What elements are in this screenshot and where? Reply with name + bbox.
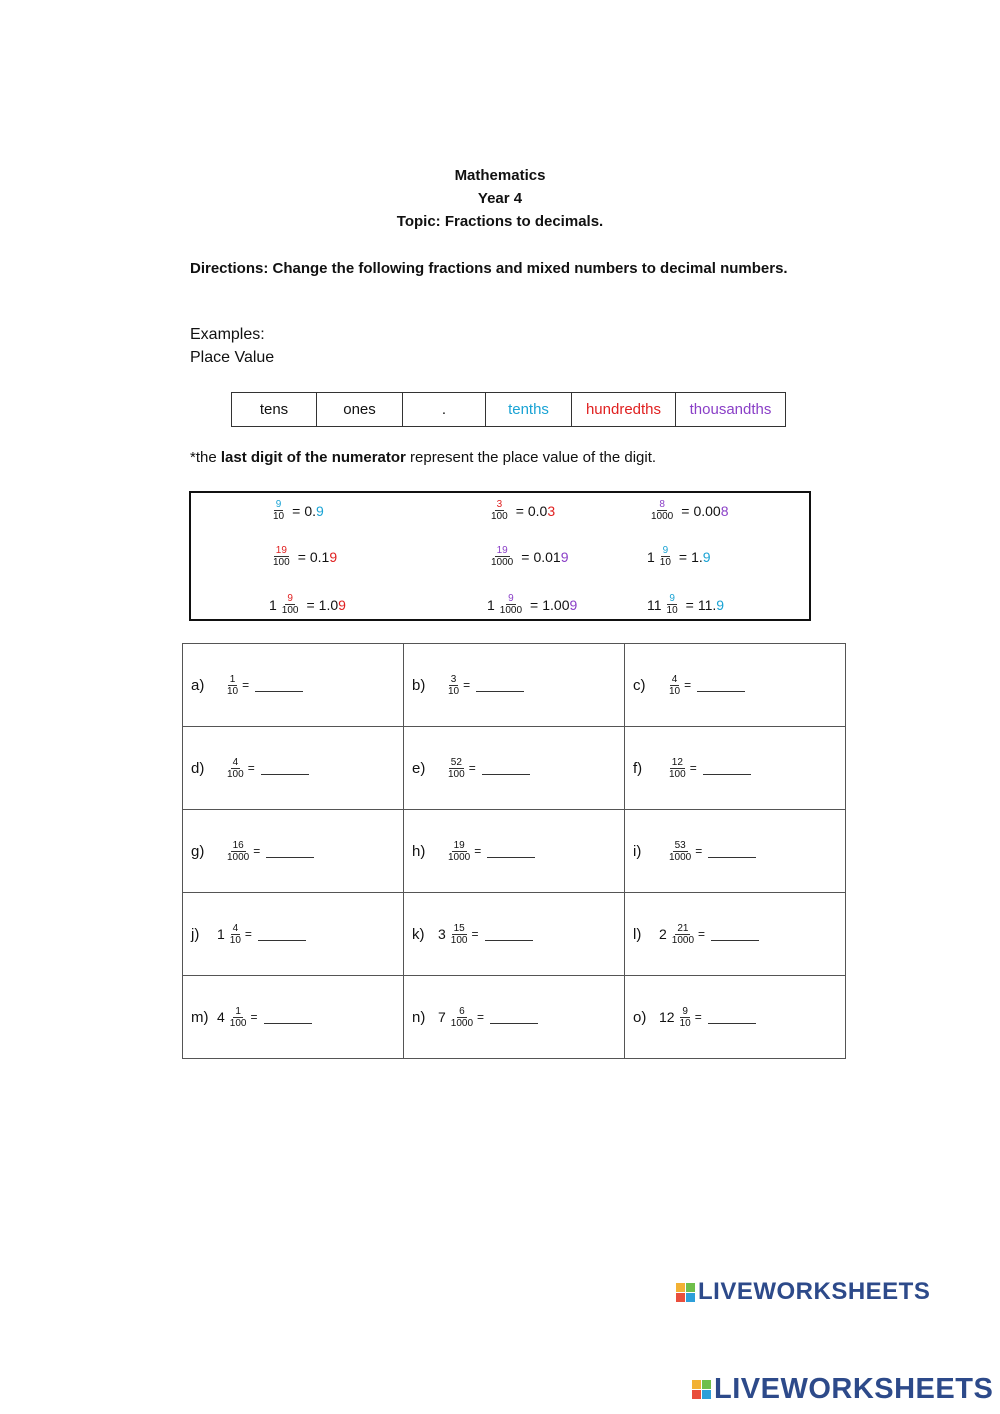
example-result: [310, 549, 337, 565]
denominator: 100: [229, 1017, 247, 1029]
answer-blank[interactable]: [485, 928, 533, 941]
result-head: 1.: [691, 548, 703, 565]
fraction: [649, 499, 675, 522]
fraction: [446, 674, 461, 697]
example-item: [269, 499, 324, 522]
equals-sign: =: [247, 761, 255, 775]
fraction: [678, 1006, 693, 1029]
exercise-item: [404, 923, 624, 946]
exercise-label: k): [412, 925, 425, 943]
result-head: 1.00: [542, 596, 570, 613]
equals-sign: =: [477, 1010, 485, 1024]
exercise-label: e): [412, 759, 426, 777]
equals-sign: =: [474, 844, 482, 858]
numerator: 3: [450, 673, 457, 685]
exercise-item: [183, 1006, 403, 1029]
exercise-item: [625, 923, 845, 946]
numerator: 9: [682, 1005, 688, 1017]
denominator: 10: [229, 934, 241, 946]
fraction: [228, 1006, 249, 1029]
example-result: [319, 597, 346, 613]
exercise-cell: [183, 893, 404, 976]
denominator: 10: [679, 1017, 691, 1029]
exercise-label: d): [191, 759, 205, 777]
examples-label: Examples:: [190, 326, 265, 343]
answer-blank[interactable]: [255, 679, 303, 692]
result-head: 11.: [697, 596, 717, 613]
exercise-label: b): [412, 676, 426, 694]
exercise-cell: [183, 976, 404, 1059]
denominator: 100: [450, 934, 468, 946]
whole-number: 3: [438, 926, 446, 942]
numerator: 9: [287, 593, 293, 604]
result-head: 0.00: [693, 502, 721, 519]
equals-sign: =: [684, 678, 692, 692]
numerator: 4: [232, 756, 239, 768]
numerator: 9: [662, 545, 669, 556]
answer-blank[interactable]: [697, 679, 745, 692]
pv-ones: ones: [317, 393, 403, 427]
exercise-cell: [625, 727, 846, 810]
pv-thousandths: thousandths: [676, 393, 786, 427]
answer-blank[interactable]: [487, 845, 535, 858]
answer-blank[interactable]: [264, 1011, 312, 1024]
grid-row: [183, 644, 846, 727]
directions: Directions: Change the following fractions and mixed numbers to decimal numbers.: [190, 260, 788, 277]
fraction: [489, 545, 515, 568]
whole-number: 4: [217, 1009, 225, 1025]
numerator: 9: [508, 593, 514, 604]
equals-sign: =: [695, 844, 703, 858]
denominator: 100: [669, 768, 686, 780]
numerator: 1: [229, 673, 236, 685]
fraction: [667, 674, 682, 697]
liveworksheets-logo: [676, 1278, 930, 1306]
example-result: [304, 503, 323, 519]
exercise-label: c): [633, 676, 646, 694]
denominator: 100: [227, 768, 244, 780]
exercise-item: [183, 674, 403, 697]
numerator: 19: [453, 839, 465, 851]
result-last-digit: 9: [569, 596, 578, 613]
pv-tenths: tenths: [486, 393, 572, 427]
equals-sign: =: [685, 596, 694, 613]
example-item: [647, 593, 724, 616]
answer-blank[interactable]: [711, 928, 759, 941]
exercise-label: l): [633, 925, 642, 943]
example-item: [487, 499, 555, 522]
result-last-digit: 9: [316, 502, 324, 519]
numerator: 15: [453, 922, 465, 934]
exercise-cell: [404, 727, 625, 810]
equals-sign: =: [694, 1010, 702, 1024]
fraction: [449, 1006, 475, 1029]
numerator: 3: [496, 499, 503, 510]
numerator: 9: [669, 593, 675, 604]
example-result: [691, 549, 710, 565]
logo-text: LIVEWORKSHEETS: [714, 1373, 994, 1405]
result-head: 0.1: [309, 548, 330, 565]
exercise-label: f): [633, 759, 643, 777]
whole-number: 1: [269, 596, 277, 613]
pv-hundredths: hundredths: [572, 393, 676, 427]
year-title: Year 4: [477, 190, 523, 207]
whole-number: 11: [647, 596, 662, 613]
denominator: 10: [666, 605, 678, 616]
grid-row: [183, 727, 846, 810]
example-result: [528, 503, 555, 519]
exercise-label: o): [633, 1008, 647, 1026]
grid-row: [183, 893, 846, 976]
equals-sign: =: [242, 678, 250, 692]
exercise-cell: [625, 976, 846, 1059]
denominator: 1000: [448, 851, 471, 863]
equals-sign: =: [515, 502, 524, 519]
examples-box: [189, 491, 811, 621]
equals-sign: =: [689, 761, 697, 775]
fraction: [280, 593, 301, 616]
note-bold: last digit of the numerator: [220, 449, 406, 466]
exercise-item: [183, 923, 403, 946]
result-head: 0.0: [527, 502, 548, 519]
exercise-item: [183, 757, 403, 780]
example-item: [647, 499, 728, 522]
equals-sign: =: [698, 927, 706, 941]
fraction: [446, 757, 467, 780]
example-result: [693, 503, 728, 519]
whole-number: 12: [659, 1009, 675, 1025]
answer-blank[interactable]: [708, 1011, 756, 1024]
equals-sign: =: [471, 927, 479, 941]
example-item: [269, 593, 346, 616]
fraction: [670, 923, 696, 946]
topic-title: Topic: Fractions to decimals.: [396, 213, 604, 230]
exercise-label: g): [191, 842, 205, 860]
exercise-cell: [625, 810, 846, 893]
logo-blocks-icon: [676, 1283, 695, 1302]
exercise-item: [625, 840, 845, 863]
example-result: [542, 597, 577, 613]
equals-sign: =: [306, 596, 315, 613]
numerator: 12: [671, 756, 683, 768]
numerator: 6: [459, 1005, 465, 1017]
denominator: 1000: [491, 557, 514, 568]
equals-sign: =: [463, 678, 471, 692]
denominator: 1000: [227, 851, 250, 863]
numerator: 1: [235, 1005, 241, 1017]
example-result: [698, 597, 724, 613]
equals-sign: =: [468, 761, 476, 775]
result-last-digit: 9: [338, 596, 346, 613]
exercise-label: m): [191, 1008, 209, 1026]
pv-tens: tens: [232, 393, 317, 427]
exercise-label: j): [191, 925, 200, 943]
note-suffix: represent the place value of the digit.: [405, 449, 657, 466]
exercise-item: [404, 1006, 624, 1029]
place-value-table: [231, 392, 786, 427]
numerator: 16: [232, 839, 244, 851]
exercise-cell: [625, 644, 846, 727]
denominator: 10: [659, 557, 671, 568]
logo-blocks-icon: [692, 1380, 711, 1399]
fraction: [225, 674, 240, 697]
exercise-cell: [183, 644, 404, 727]
exercise-label: a): [191, 676, 205, 694]
fraction: [498, 593, 524, 616]
exercise-item: [183, 840, 403, 863]
equals-sign: =: [530, 596, 539, 613]
denominator: 10: [273, 511, 285, 522]
pv-dot: .: [403, 393, 486, 427]
result-last-digit: 9: [702, 548, 711, 565]
exercise-cell: [183, 810, 404, 893]
result-head: 1.0: [318, 596, 339, 613]
exercise-grid: [182, 643, 846, 1059]
fraction: [667, 840, 693, 863]
equals-sign: =: [678, 548, 688, 565]
grid-row: [183, 810, 846, 893]
equals-sign: =: [250, 1010, 258, 1024]
denominator: 100: [281, 605, 299, 616]
exercise-item: [625, 757, 845, 780]
exercise-cell: [183, 727, 404, 810]
equals-sign: =: [297, 548, 306, 565]
result-last-digit: 3: [547, 502, 556, 519]
equals-sign: =: [244, 927, 252, 941]
example-result: [533, 549, 568, 565]
whole-number: 7: [438, 1009, 446, 1025]
fraction: [446, 840, 472, 863]
exercise-cell: [404, 644, 625, 727]
fraction: [271, 499, 286, 522]
answer-blank[interactable]: [482, 762, 530, 775]
exercise-cell: [404, 976, 625, 1059]
example-item: [269, 545, 337, 568]
numerator: 19: [275, 545, 287, 556]
equals-sign: =: [292, 502, 301, 519]
result-head: 0.01: [533, 548, 561, 565]
fraction: [667, 757, 688, 780]
answer-blank[interactable]: [261, 762, 309, 775]
whole-number: 1: [647, 548, 655, 565]
grid-row: [183, 976, 846, 1059]
equals-sign: =: [521, 548, 530, 565]
fraction: [658, 545, 673, 568]
result-last-digit: 8: [720, 502, 729, 519]
logo-text: LIVEWORKSHEETS: [698, 1278, 931, 1305]
result-head: 0.: [304, 502, 316, 519]
denominator: 100: [491, 511, 508, 522]
denominator: 10: [669, 685, 681, 697]
liveworksheets-logo-footer: [692, 1373, 993, 1406]
note: [190, 449, 656, 466]
equals-sign: =: [681, 502, 690, 519]
answer-blank[interactable]: [703, 762, 751, 775]
fraction: [228, 923, 243, 946]
denominator: 100: [273, 557, 290, 568]
whole-number: 1: [487, 596, 495, 613]
denominator: 10: [448, 685, 460, 697]
exercise-item: [404, 840, 624, 863]
whole-number: 1: [217, 926, 225, 942]
exercise-label: i): [633, 842, 642, 860]
numerator: 4: [232, 922, 239, 934]
denominator: 10: [227, 685, 239, 697]
result-last-digit: 9: [560, 548, 569, 565]
exercise-item: [404, 757, 624, 780]
example-item: [487, 545, 568, 568]
whole-number: 2: [659, 926, 667, 942]
numerator: 53: [674, 839, 686, 851]
numerator: 9: [275, 499, 282, 510]
exercise-item: [625, 1006, 845, 1029]
denominator: 1000: [671, 934, 695, 946]
exercise-label: h): [412, 842, 426, 860]
note-prefix: *the: [190, 449, 221, 466]
answer-blank[interactable]: [476, 679, 524, 692]
result-last-digit: 9: [716, 596, 725, 613]
denominator: 1000: [450, 1017, 474, 1029]
exercise-item: [404, 674, 624, 697]
exercise-label: n): [412, 1008, 426, 1026]
example-item: [647, 545, 711, 568]
denominator: 1000: [651, 511, 674, 522]
exercise-cell: [404, 893, 625, 976]
numerator: 19: [496, 545, 508, 556]
fraction: [449, 923, 470, 946]
result-last-digit: 9: [329, 548, 338, 565]
fraction: [489, 499, 510, 522]
numerator: 21: [677, 922, 689, 934]
denominator: 1000: [499, 605, 523, 616]
place-value-label: Place Value: [190, 349, 275, 366]
numerator: 8: [659, 499, 665, 510]
denominator: 100: [448, 768, 465, 780]
exercise-cell: [404, 810, 625, 893]
answer-blank[interactable]: [490, 1011, 538, 1024]
fraction: [271, 545, 292, 568]
answer-blank[interactable]: [266, 845, 314, 858]
exercise-item: [625, 674, 845, 697]
fraction: [225, 840, 251, 863]
fraction: [665, 593, 680, 616]
numerator: 52: [450, 756, 462, 768]
answer-blank[interactable]: [708, 845, 756, 858]
denominator: 1000: [669, 851, 692, 863]
answer-blank[interactable]: [258, 928, 306, 941]
subject-title: Mathematics: [454, 167, 546, 184]
exercise-cell: [625, 893, 846, 976]
example-item: [487, 593, 577, 616]
fraction: [225, 757, 246, 780]
equals-sign: =: [253, 844, 261, 858]
numerator: 4: [671, 673, 678, 685]
